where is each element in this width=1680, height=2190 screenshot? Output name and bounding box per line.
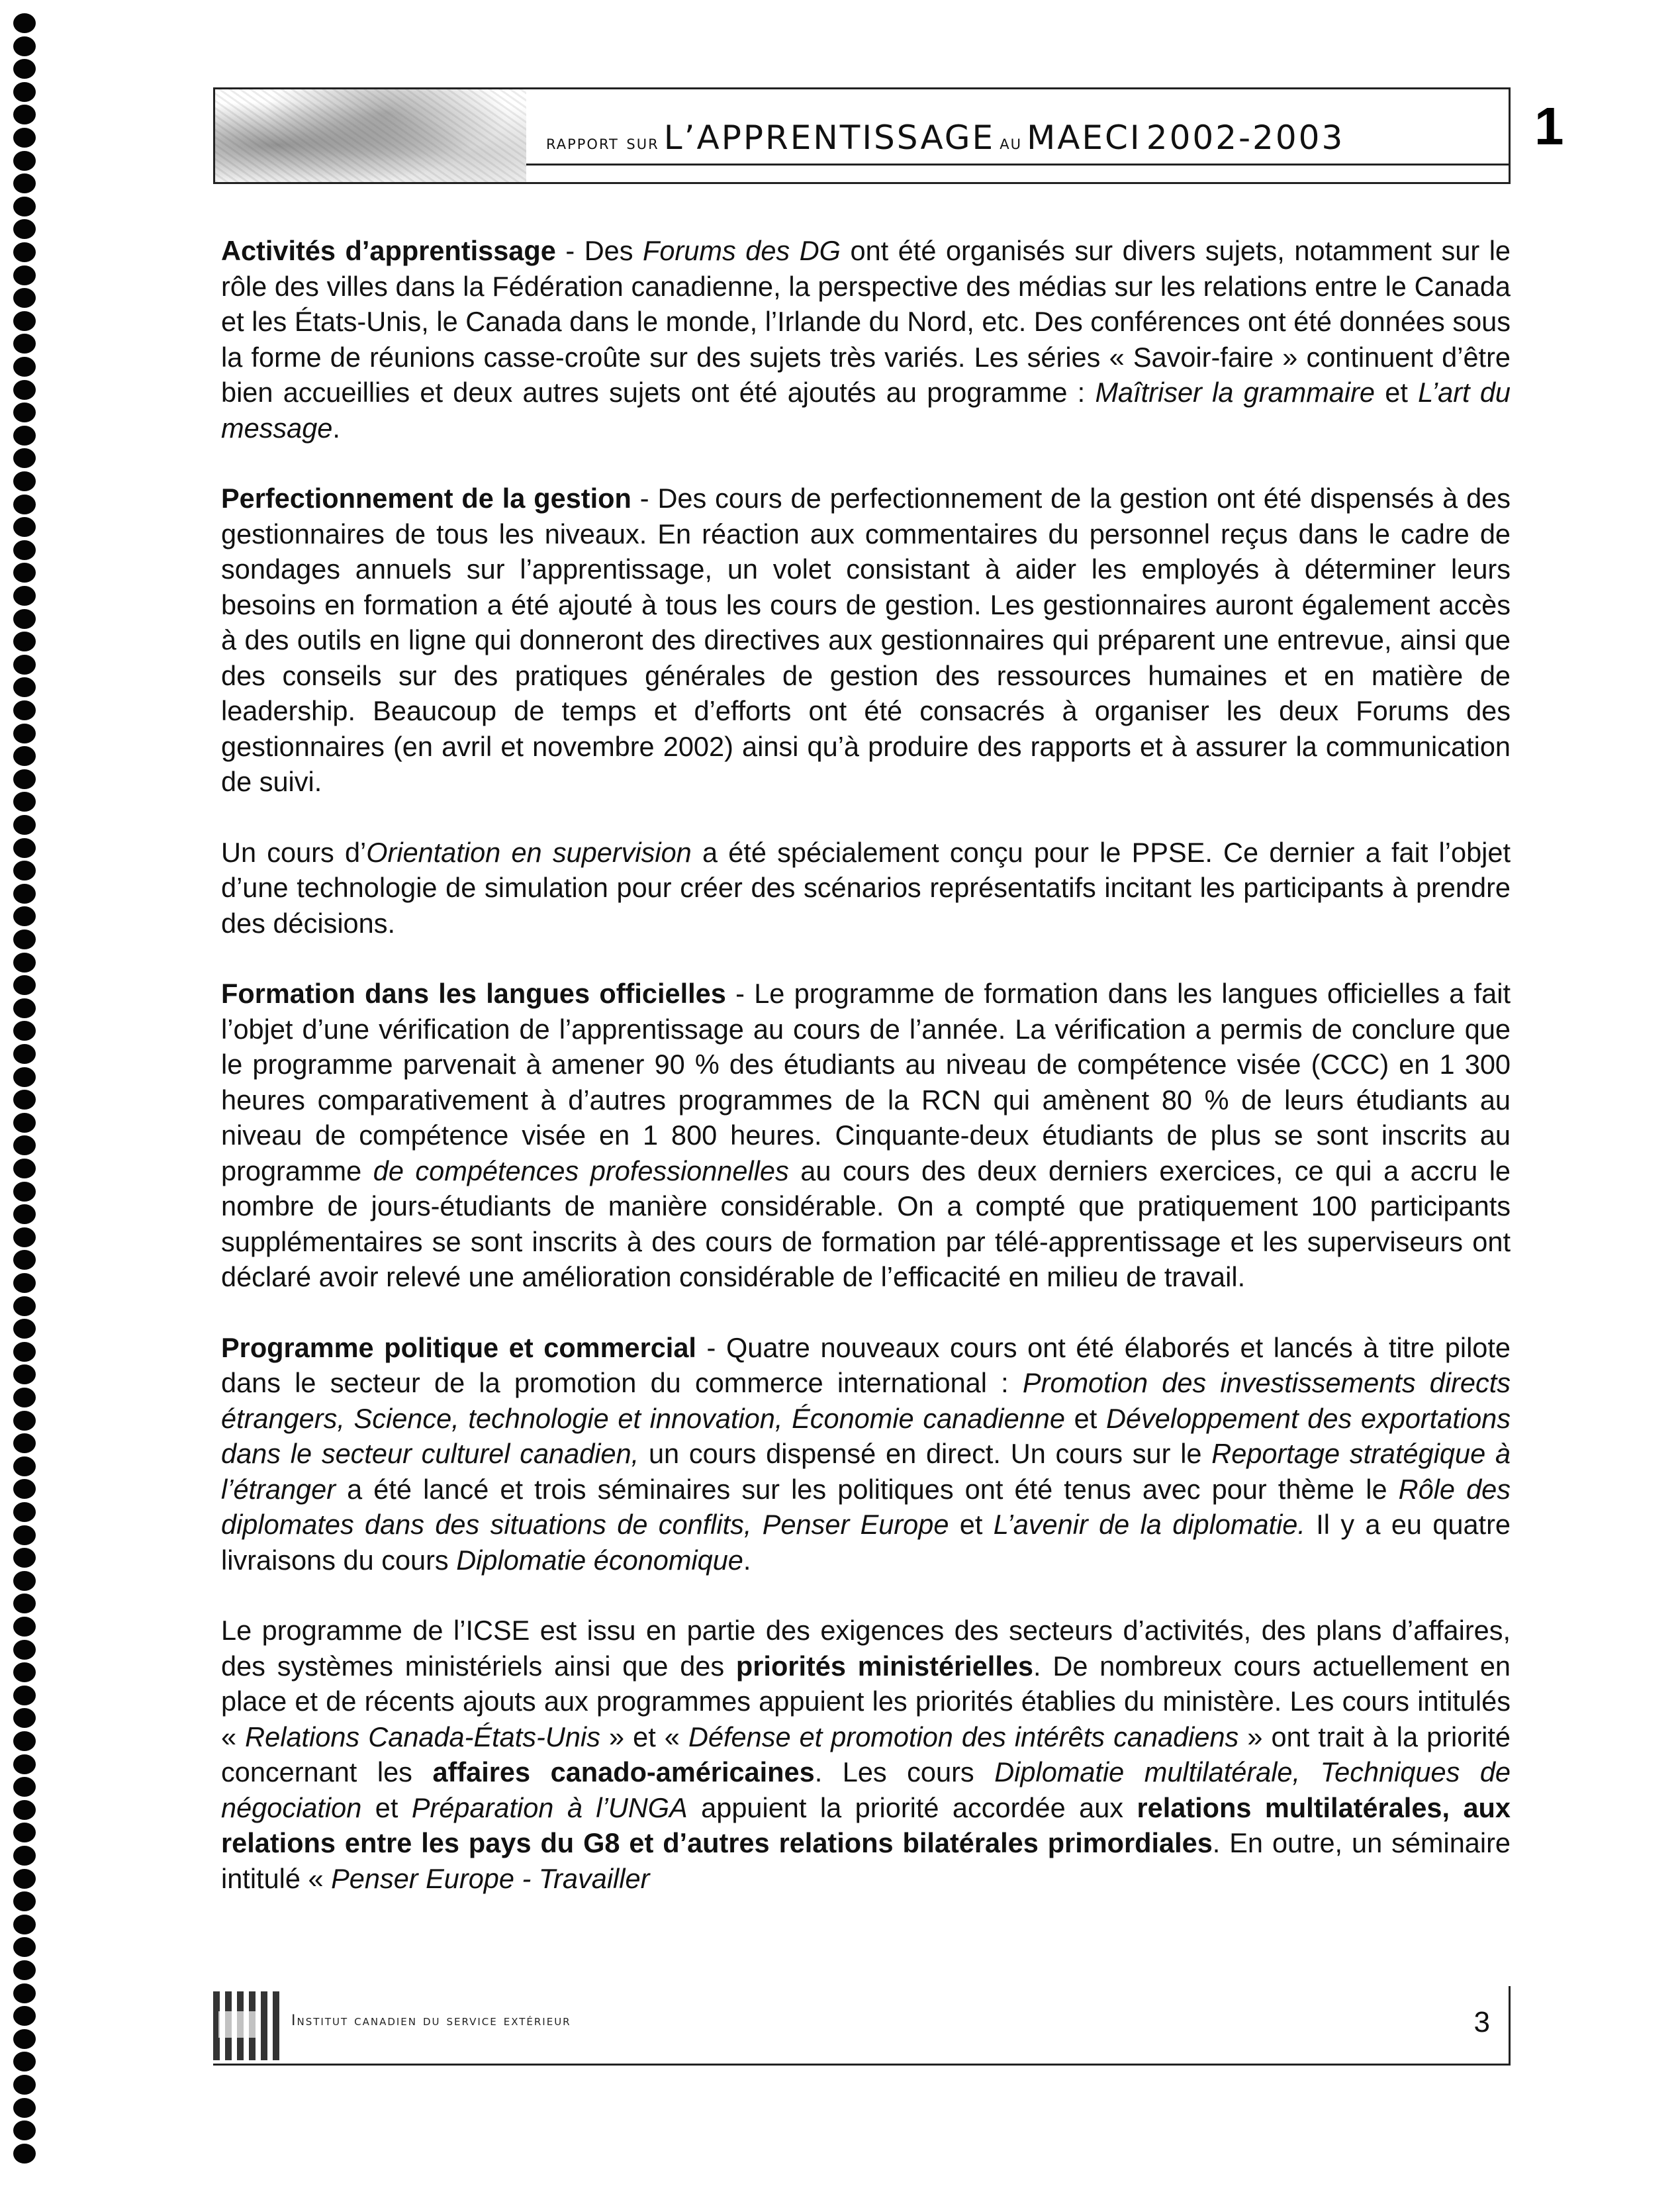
- section-heading: Programme politique et commercial: [221, 1331, 696, 1363]
- binding-hole: [13, 1708, 36, 1728]
- header-years: 2002-2003: [1146, 119, 1345, 157]
- binding-hole: [13, 1044, 36, 1064]
- paragraph-politique: Programme politique et commercial - Quatre nouveaux cours ont été élaborés et lancés à titre pilote dans le secteur de la promotion du commerce international : Promotion des investissements directs étrangers, Science, technologie et innovation, Économie canadienne et Développement des exportations dans le secteur culturel canadien, un cours dispensé en direct. Un cours sur le Reportage stratégique à l’étranger a été lancé et trois séminaires sur les politiques ont été tenus avec pour thème le Rôle des diplomates dans des situations de conflits, Penser Europe et L’avenir de la diplomatie. Il y a eu quatre livraisons du cours Diplomatie économique.: [221, 1331, 1511, 1576]
- binding-hole: [13, 1960, 36, 1980]
- binding-hole: [13, 1433, 36, 1453]
- binding-hole: [13, 1915, 36, 1934]
- binding-hole: [13, 1571, 36, 1591]
- binding-hole: [13, 1800, 36, 1820]
- binding-hole: [13, 1617, 36, 1637]
- header-main-title: L’APPRENTISSAGE: [663, 119, 996, 157]
- binding-hole: [13, 1364, 36, 1384]
- binding-hole: [13, 36, 36, 56]
- binding-hole: [13, 105, 36, 124]
- report-body: [221, 233, 1511, 1931]
- binding-hole: [13, 1823, 36, 1842]
- binding-hole: [13, 1662, 36, 1682]
- footer-page-number: 3: [1473, 2006, 1490, 2038]
- header-org: MAECI: [1027, 119, 1142, 157]
- binding-hole: [13, 219, 36, 239]
- report-footer: [213, 1986, 1511, 2066]
- paragraph-langues: Formation dans les langues officielles - Le programme de formation dans les langues officielles a fait l’objet d’une vérification de l’apprentissage au cours de l’année. La vérification a permis de conclure que le programme parvenait à amener 90 % des étudiants au niveau de compétence visée (CCC) en 1 300 heures comparativement à d’autres programmes de la RCN qui amènent 80 % de leurs étudiants au niveau de compétence visée en 1 800 heures. Cinquante-deux étudiants de plus se sont inscrits au programme de compétences professionnelles au cours des deux derniers exercices, ce qui a accru le nombre de jours-étudiants de manière considérable. On a compté que pratiquement 100 participants supplémentaires se sont inscrits à des cours de formation par télé-apprentissage et les superviseurs ont déclaré avoir relevé une amélioration considérable de l’efficacité en milieu de travail.: [221, 978, 1511, 1292]
- paragraph-priorites: Le programme de l’ICSE est issu en partie des exigences des secteurs d’activités, des plans d’affaires, des systèmes ministériels ainsi que des priorités ministérielles. De nombreux cours actuellement en place et de récents ajouts aux programmes appuient les priorités établies du ministère. Les cours intitulés « Relations Canada-États-Unis » et « Défense et promotion des intérêts canadiens » ont trait à la priorité concernant les affaires canado-américaines. Les cours Diplomatie multilatérale, Techniques de négociation et Préparation à l’UNGA appuient la priorité accordée aux relations multilatérales, aux relations entre les pays du G8 et d’autres relations bilatérales primordiales. En outre, un séminaire intitulé « Penser Europe - Travailler: [221, 1615, 1511, 1894]
- binding-hole: [13, 495, 36, 514]
- binding-hole: [13, 82, 36, 102]
- binding-hole: [13, 998, 36, 1018]
- binding-hole: [13, 1204, 36, 1224]
- binding-hole: [13, 677, 36, 697]
- binding-hole: [13, 861, 36, 881]
- binding-hole: [13, 1479, 36, 1499]
- binding-hole: [13, 448, 36, 468]
- binding-hole: [13, 471, 36, 491]
- binding-hole: [13, 128, 36, 148]
- binding-hole: [13, 1640, 36, 1660]
- binding-hole: [13, 632, 36, 651]
- binding-hole: [13, 1594, 36, 1613]
- binding-hole: [13, 1273, 36, 1293]
- binding-hole: [13, 1388, 36, 1407]
- binding-hole: [13, 1777, 36, 1797]
- binding-hole: [13, 197, 36, 216]
- binding-hole: [13, 151, 36, 171]
- binding-hole: [13, 906, 36, 926]
- binding-hole: [13, 426, 36, 446]
- binding-hole: [13, 1342, 36, 1362]
- binding-hole: [13, 2006, 36, 2026]
- corner-page-number: 1: [1534, 97, 1564, 156]
- binding-hole: [13, 1846, 36, 1866]
- binding-hole: [13, 1411, 36, 1431]
- section-heading: Activités d’apprentissage: [221, 235, 556, 266]
- binding-hole: [13, 13, 36, 33]
- binding-hole: [13, 769, 36, 789]
- binding-hole: [13, 2029, 36, 2049]
- paragraph-supervision: Un cours d’Orientation en supervision a été spécialement conçu pour le PPSE. Ce dernier a fait l’objet d’une technologie de simulation pour créer des scénarios représentatifs incitant les participants à prendre des décisions.: [221, 836, 1511, 939]
- binding-hole: [13, 1159, 36, 1178]
- binding-hole: [13, 724, 36, 743]
- binding-hole: [13, 1548, 36, 1568]
- binding-hole: [13, 265, 36, 285]
- binding-hole: [13, 609, 36, 629]
- binding-hole: [13, 380, 36, 400]
- paragraph-activites: Activités d’apprentissage - Des Forums des DG ont été organisés sur divers sujets, notamment sur le rôle des villes dans la Fédération canadienne, la perspective des médias sur les relations entre le Canada et les États-Unis, le Canada dans le monde, l’Irlande du Nord, etc. Des conférences ont été données sous la forme de réunions casse-croûte sur des sujets très variés. Les séries « Savoir-faire » continuent d’être bien accueillies et deux autres sujets ont été ajoutés au programme : Maîtriser la grammaire et L’art du message.: [221, 235, 1511, 444]
- header-title: [546, 119, 1344, 157]
- binding-hole: [13, 700, 36, 720]
- binding-hole: [13, 1525, 36, 1545]
- binding-hole: [13, 655, 36, 675]
- binding-hole: [13, 1021, 36, 1041]
- binding-hole: [13, 1067, 36, 1087]
- binding-hole: [13, 288, 36, 308]
- binding-hole: [13, 1182, 36, 1202]
- binding-hole: [13, 540, 36, 560]
- section-heading: Perfectionnement de la gestion: [221, 483, 631, 514]
- header-rule: [526, 164, 1509, 166]
- binding-hole: [13, 1456, 36, 1476]
- institute-logo-icon: [213, 1991, 282, 2060]
- binding-hole: [13, 2052, 36, 2071]
- binding-hole: [13, 1319, 36, 1339]
- binding-hole: [13, 1983, 36, 2003]
- binding-hole: [13, 815, 36, 835]
- binding-hole: [13, 357, 36, 377]
- binding-hole: [13, 1250, 36, 1270]
- binding-hole: [13, 838, 36, 858]
- footer-institute-name: Institut canadien du service extérieur: [291, 2013, 571, 2029]
- binding-hole: [13, 1135, 36, 1155]
- header-prefix: rapport sur: [546, 131, 659, 154]
- binding-hole: [13, 173, 36, 193]
- binding-hole: [13, 586, 36, 606]
- binding-hole: [13, 1227, 36, 1247]
- binding-hole: [13, 1296, 36, 1316]
- binding-hole: [13, 2144, 36, 2164]
- binding-hole: [13, 2075, 36, 2095]
- header-map-image: [215, 89, 526, 182]
- binding-hole: [13, 1754, 36, 1774]
- binding-hole: [13, 1686, 36, 1705]
- binding-hole: [13, 1869, 36, 1889]
- header-connector: au: [1000, 131, 1022, 154]
- binding-hole: [13, 1937, 36, 1957]
- binding-hole: [13, 517, 36, 537]
- binding-hole: [13, 953, 36, 973]
- binding-hole: [13, 884, 36, 904]
- binding-hole: [13, 242, 36, 262]
- binding-hole: [13, 2120, 36, 2140]
- spiral-binding: [5, 13, 44, 2178]
- binding-hole: [13, 334, 36, 354]
- binding-hole: [13, 792, 36, 812]
- paragraph-gestion: Perfectionnement de la gestion - Des cours de perfectionnement de la gestion ont été dispensés à des gestionnaires de tous les niveaux. En réaction aux commentaires du personnel reçus dans le cadre de sondages annuels sur l’apprentissage, un volet consistant à aider les employés à déterminer leurs besoins en formation a été ajouté à tous les cours de gestion. Les gestionnaires auront également accès à des outils en ligne qui donneront des directives aux gestionnaires qui préparent une entrevue, ainsi que des conseils sur des pratiques générales de gestion des ressources humaines et en matière de leadership. Beaucoup de temps et d’efforts ont été consacrés à organiser les deux Forums des gestionnaires (en avril et novembre 2002) ainsi qu’à produire des rapports et à assurer la communication de suivi.: [221, 483, 1511, 797]
- binding-hole: [13, 1891, 36, 1911]
- binding-hole: [13, 746, 36, 766]
- binding-hole: [13, 1731, 36, 1751]
- binding-hole: [13, 1090, 36, 1110]
- binding-hole: [13, 975, 36, 995]
- binding-hole: [13, 563, 36, 583]
- binding-hole: [13, 929, 36, 949]
- binding-hole: [13, 59, 36, 79]
- binding-hole: [13, 403, 36, 422]
- section-heading: Formation dans les langues officielles: [221, 978, 726, 1009]
- binding-hole: [13, 1502, 36, 1522]
- binding-hole: [13, 1113, 36, 1133]
- binding-hole: [13, 2098, 36, 2118]
- report-header: [213, 87, 1511, 184]
- binding-hole: [13, 311, 36, 331]
